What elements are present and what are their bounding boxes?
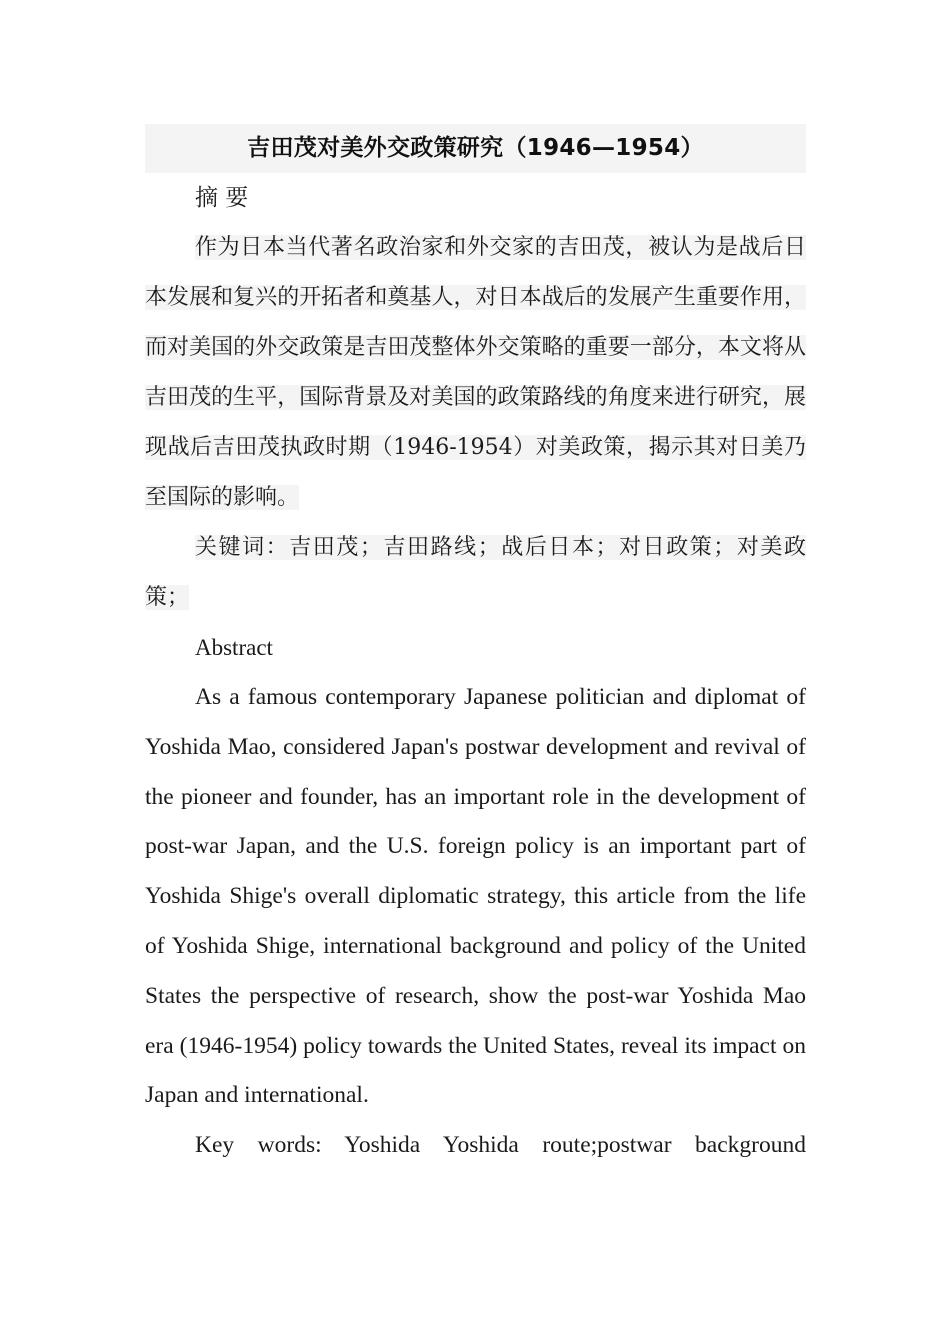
document-page — [145, 124, 806, 1171]
abstract-cn-keywords — [145, 523, 806, 623]
abstract-cn-heading: 摘 要 — [195, 185, 249, 211]
abstract-cn-body — [145, 223, 806, 523]
document-title: 吉田茂对美外交政策研究（1946—1954） — [145, 124, 806, 173]
abstract-en-body: As a famous contemporary Japanese politician and diplomat of Yoshida Mao, considered Japan's postwar development and revival of the pioneer and founder, has an important role in the development of post-war Japan, and the U.S. foreign policy is an important part of Yoshida Shige's overall diplomatic strategy, this article from the life of Yoshida Shige, international background and policy of the United States the perspective of research, show the post-war Yoshida Mao era (1946-1954) policy towards the United States, reveal its impact on Japan and international. — [145, 684, 806, 1109]
abstract-cn-body-text: 作为日本当代著名政治家和外交家的吉田茂，被认为是战后日本发展和复兴的开拓者和奠基人，对日本战后的发展产生重要作用，而对美国的外交政策是吉田茂整体外交策略的重要一部分，本文将从吉田茂的生平，国际背景及对美国的政策路线的角度来进行研究，展现战后吉田茂执政时期（1946-1954）对美政策，揭示其对日美乃至国际的影响。 — [145, 235, 806, 510]
abstract-cn-keywords-text: 关键词：吉田茂；吉田路线；战后日本；对日政策；对美政策； — [145, 535, 806, 610]
abstract-en-heading: Abstract — [195, 635, 273, 660]
abstract-en-keywords: Key words: Yoshida Yoshida route;postwar background — [195, 1132, 806, 1159]
